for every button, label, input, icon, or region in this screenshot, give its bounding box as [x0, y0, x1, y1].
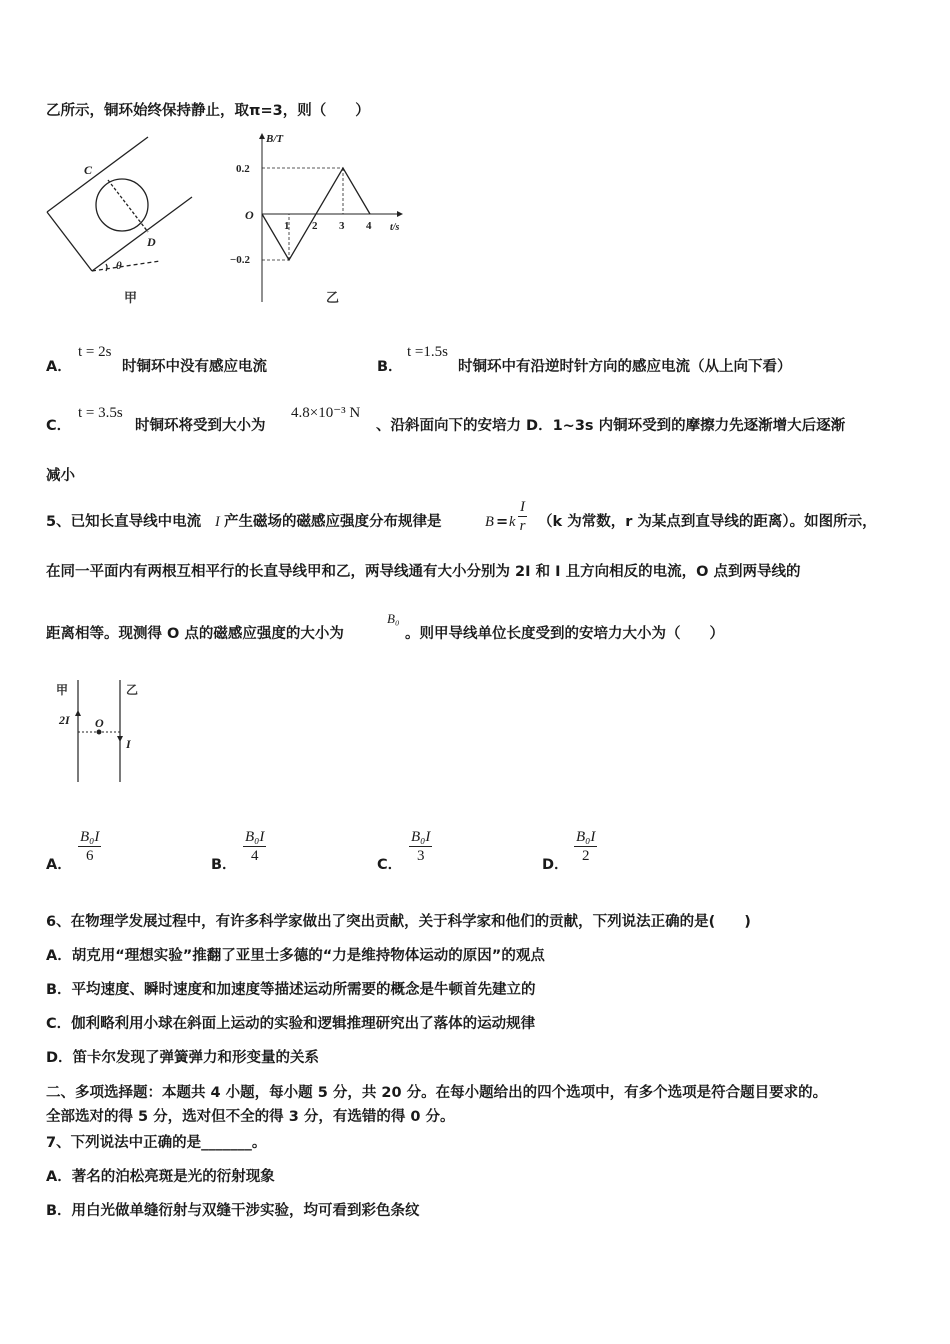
- q5-option-b-fraction: [243, 829, 266, 865]
- q5-stem-equals: =: [496, 514, 509, 530]
- q4-option-c-math: t = 3.5s: [78, 405, 123, 421]
- q4-figure-jia: [40, 130, 215, 310]
- q5-stem-line3-b: 。则甲导线单位长度受到的安培力大小为（ ）: [405, 626, 724, 642]
- q5-stem-k-symbol: k: [509, 514, 516, 530]
- current-2i-label: 2I: [59, 713, 70, 727]
- q5-stem-line1-a: 5、已知长直导线中电流: [46, 514, 202, 530]
- q5-wires-figure: [50, 676, 160, 788]
- q4-option-b-letter: B．: [377, 359, 403, 375]
- q6-stem: 6、在物理学发展过程中，有许多科学家做出了突出贡献，关于科学家和他们的贡献，下列说法正确的是( ): [46, 914, 751, 930]
- q4-option-d-text-end: 减小: [46, 468, 75, 484]
- origin-label: O: [245, 208, 254, 222]
- point-c-label: C: [84, 163, 93, 177]
- q6-option-b: B．平均速度、瞬时速度和加速度等描述运动所需要的概念是牛顿首先建立的: [46, 982, 536, 998]
- x-tick-label: 3: [339, 220, 345, 232]
- q5-stem-line3-a: 距离相等。现测得 O 点的磁感应强度的大小为: [46, 626, 344, 642]
- fraction-denominator: 6: [85, 848, 94, 864]
- y-axis-label: B/T: [266, 133, 284, 145]
- incline-left-edge: [47, 212, 92, 271]
- wire-yi-label: 乙: [126, 683, 139, 697]
- q5-stem-b0-symbol: B₀: [387, 611, 400, 626]
- q5-option-b-letter: B．: [211, 857, 237, 873]
- q7-option-a: A．著名的泊松亮斑是光的衍射现象: [46, 1169, 275, 1185]
- q5-option-a-letter: A．: [46, 857, 72, 873]
- fraction-denominator: 2: [581, 848, 590, 864]
- fraction-numerator: B₀I: [411, 829, 431, 845]
- q4-option-c-letter: C．: [46, 418, 72, 434]
- q6-option-d: D．笛卡尔发现了弹簧弹力和形变量的关系: [46, 1050, 320, 1066]
- q7-option-b: B．用白光做单缝衍射与双缝干涉实验，均可看到彩色条纹: [46, 1203, 420, 1219]
- q4-option-b-math: t =1.5s: [407, 344, 448, 360]
- fraction-numerator: B₀I: [576, 829, 596, 845]
- figure-jia-label: 甲: [124, 290, 138, 305]
- q5-stem-line1-c: （k 为常数，r 为某点到直导线的距离）。如图所示，: [538, 514, 877, 530]
- x-tick-label: 2: [312, 220, 318, 232]
- fraction-numerator: B₀I: [245, 829, 265, 845]
- horizontal-reference-line: [92, 261, 160, 271]
- incline-lower-edge: [92, 197, 192, 271]
- x-tick-label: 1: [284, 220, 290, 232]
- q5-stem-b-symbol: B: [485, 514, 494, 530]
- q5-stem-line1-b: 产生磁场的磁感应强度分布规律是: [224, 514, 442, 530]
- q4-intro-line: 乙所示，铜环始终保持静止，取π=3，则（ ）: [46, 103, 370, 119]
- angle-theta-label: θ: [116, 260, 122, 272]
- angle-arc: [106, 264, 107, 271]
- arrow-up-icon: [75, 710, 81, 716]
- q5-option-a-fraction: [78, 829, 101, 865]
- q4-figure-yi: [226, 132, 416, 312]
- y-tick-label: 0.2: [236, 163, 250, 175]
- q4-option-a-letter: A．: [46, 359, 72, 375]
- incline-upper-edge: [47, 137, 148, 212]
- copper-ring: [96, 179, 148, 231]
- q4-option-a-math: t = 2s: [78, 344, 112, 360]
- arrow-down-icon: [117, 736, 123, 742]
- point-o-dot: [97, 730, 102, 735]
- q5-stem-line2: 在同一平面内有两根互相平行的长直导线甲和乙，两导线通有大小分别为 2I 和 I 且方向相反的电流，O 点到两导线的: [46, 564, 801, 580]
- figure-yi-label: 乙: [326, 290, 340, 305]
- fraction-denominator: 4: [250, 848, 259, 864]
- fraction-denominator: r: [519, 518, 526, 534]
- x-tick-label: 4: [366, 220, 372, 232]
- q6-option-c: C．伽利略利用小球在斜面上运动的实验和逻辑推理研究出了落体的运动规律: [46, 1016, 536, 1032]
- y-tick-label: −0.2: [230, 254, 251, 266]
- q4-option-c-force: 4.8×10⁻³ N: [291, 405, 361, 421]
- q4-option-a-text: 时铜环中没有感应电流: [122, 359, 267, 375]
- q4-option-c-text: 时铜环将受到大小为: [135, 418, 266, 434]
- q4-option-b-text: 时铜环中有沿逆时针方向的感应电流（从上向下看）: [458, 359, 792, 375]
- q5-option-d-fraction: [574, 829, 597, 865]
- q7-stem: 7、下列说法中正确的是_______。: [46, 1135, 267, 1151]
- current-i-label: I: [126, 737, 131, 751]
- section2-instructions-line2: 全部选对的得 5 分，选对但不全的得 3 分，有选错的得 0 分。: [46, 1109, 455, 1125]
- point-o-label: O: [95, 716, 104, 730]
- q5-option-c-fraction: [409, 829, 432, 865]
- q5-option-c-letter: C．: [377, 857, 403, 873]
- q6-option-a: A．胡克用“理想实验”推翻了亚里士多德的“力是维持物体运动的原因”的观点: [46, 948, 545, 964]
- q5-stem-current-symbol: I: [215, 514, 220, 530]
- q5-option-d-letter: D．: [542, 857, 569, 873]
- q4-option-c-text-continued: 、沿斜面向下的安培力 D．1~3s 内铜环受到的摩擦力先逐渐增大后逐渐: [376, 418, 846, 434]
- q5-formula-fraction: [518, 499, 527, 535]
- fraction-numerator: B₀I: [80, 829, 100, 845]
- fraction-numerator: I: [520, 499, 525, 515]
- wire-jia-label: 甲: [56, 683, 69, 697]
- point-d-label: D: [147, 235, 156, 249]
- x-axis-label: t/s: [390, 222, 400, 233]
- fraction-denominator: 3: [416, 848, 425, 864]
- section2-instructions-line1: 二、多项选择题：本题共 4 小题，每小题 5 分，共 20 分。在每小题给出的四个选项中，有多个选项是符合题目要求的。: [46, 1085, 828, 1101]
